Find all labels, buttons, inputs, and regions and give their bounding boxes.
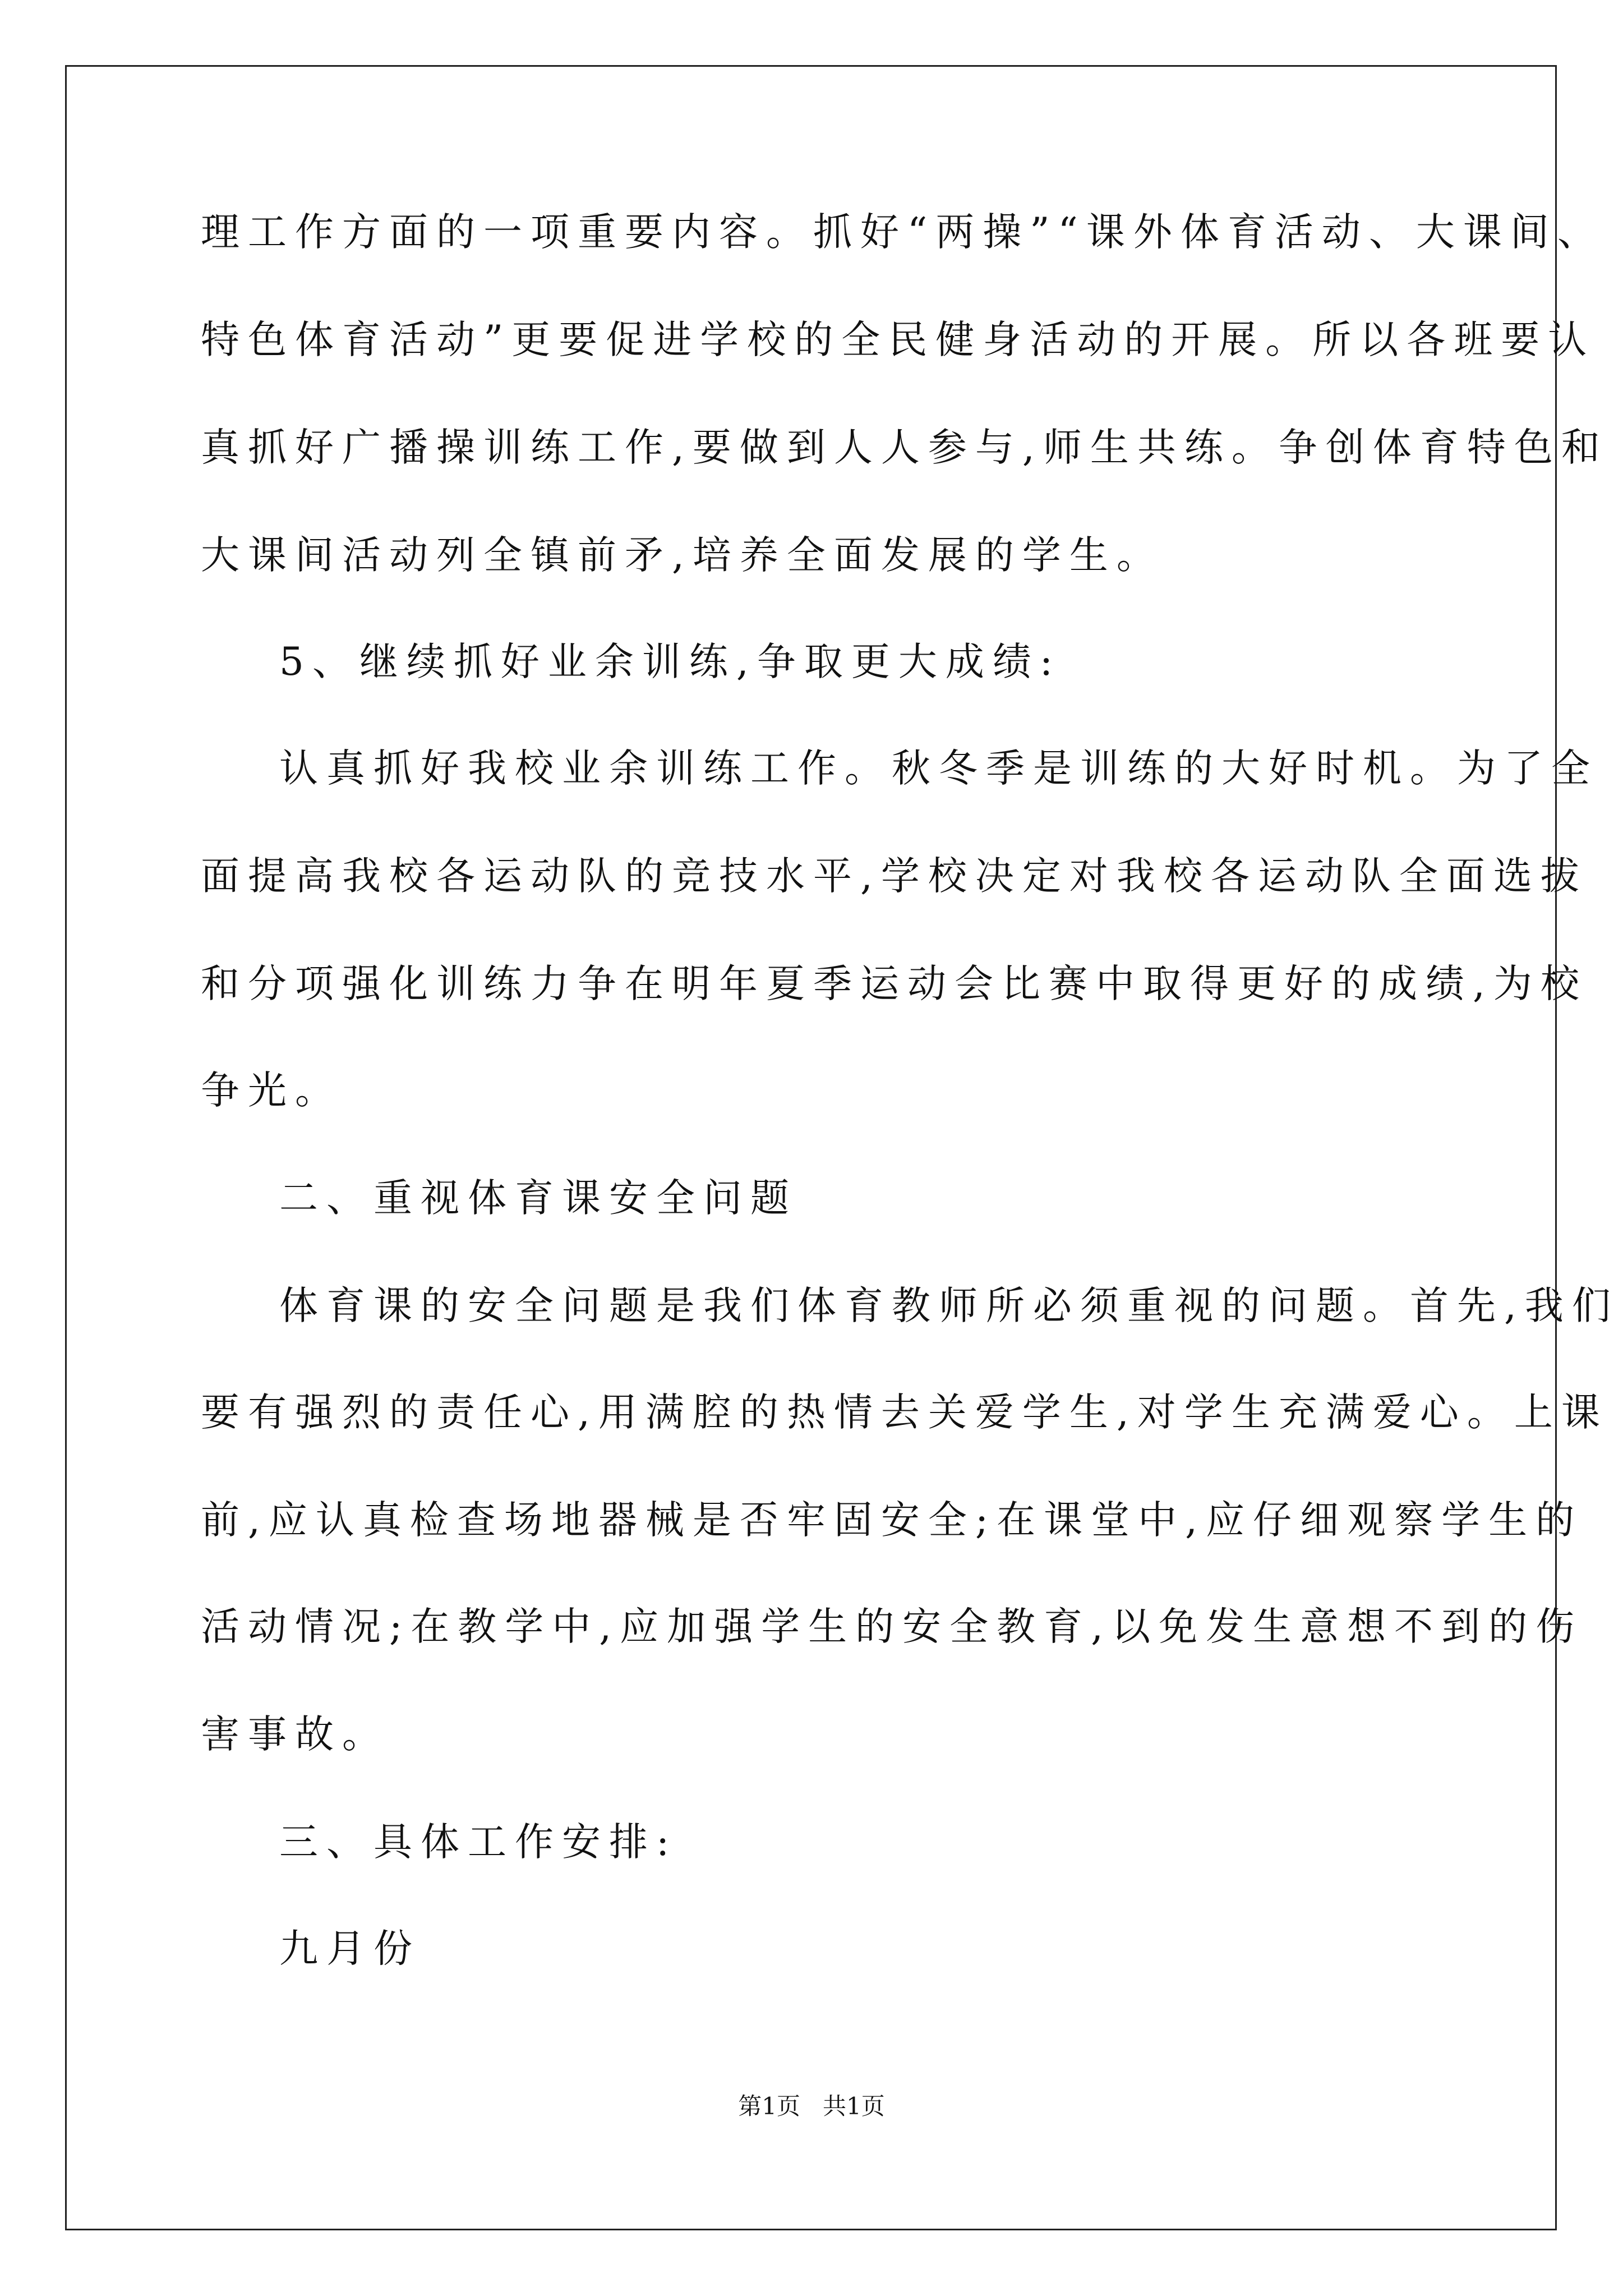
section-heading: 5、继续抓好业余训练,争取更大成绩: — [279, 639, 1062, 684]
body-line: 和分项强化训练力争在明年夏季运动会比赛中取得更好的成绩,为校 — [201, 961, 1588, 1006]
body-line: 理工作方面的一项重要内容。抓好“两操”“课外体育活动、大课间、 — [201, 210, 1604, 255]
body-line: 特色体育活动”更要促进学校的全民健身活动的开展。所以各班要认 — [201, 318, 1596, 362]
sub-heading: 九月份 — [279, 1926, 421, 1971]
body-line: 真抓好广播操训练工作,要做到人人参与,师生共练。争创体育特色和 — [201, 425, 1608, 470]
page-border — [65, 65, 1619, 2230]
body-line: 要有强烈的责任心,用满腔的热情去关爱学生,对学生充满爱心。上课 — [201, 1390, 1608, 1435]
body-line: 认真抓好我校业余训练工作。秋冬季是训练的大好时机。为了全 — [279, 746, 1598, 791]
section-heading: 三、具体工作安排: — [279, 1820, 678, 1865]
body-line: 体育课的安全问题是我们体育教师所必须重视的问题。首先,我们 — [279, 1283, 1619, 1328]
body-line: 害事故。 — [201, 1712, 389, 1757]
body-line: 争光。 — [201, 1068, 342, 1113]
page-number-footer: 第1页 共1页 — [738, 2092, 885, 2120]
body-line: 面提高我校各运动队的竞技水平,学校决定对我校各运动队全面选拔 — [201, 854, 1588, 899]
body-line: 前,应认真检查场地器械是否牢固安全;在课堂中,应仔细观察学生的 — [201, 1498, 1583, 1543]
body-line: 大课间活动列全镇前矛,培养全面发展的学生。 — [201, 533, 1164, 578]
body-line: 活动情况;在教学中,应加强学生的安全教育,以免发生意想不到的伤 — [201, 1604, 1583, 1649]
section-heading: 二、重视体育课安全问题 — [279, 1176, 797, 1221]
